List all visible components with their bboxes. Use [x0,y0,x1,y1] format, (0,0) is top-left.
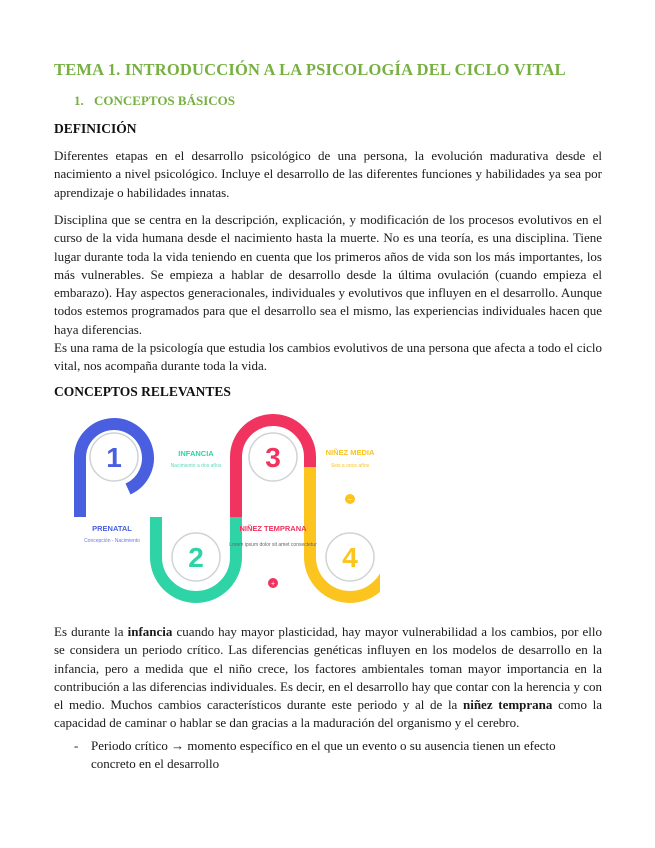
step-1-desc: Concepción - Nacimiento [84,538,140,544]
stages-infographic [60,407,380,619]
step-3-number: 3 [265,442,281,473]
section-label: CONCEPTOS BÁSICOS [94,93,235,108]
paragraph-branch: Es una rama de la psicología que estudia los cambios evolutivos de una persona que afecta a todo el ciclo vital, nos acompaña durante toda la vida. [54,340,602,374]
step-4-label: NIÑEZ MEDIA [325,448,375,457]
paragraph-discipline: Disciplina que se centra en la descripción, explicación, y modificación de los procesos evolutivos en el curso de la vida humana desde el nacimiento hasta la muerte. No es una teoría, es una disciplina. Tiene lugar durante toda la vida teniendo en cuenta que los primeros años de vida son los más importantes, los más vulnerables. Se empieza a hablar de desarrollo desde la última ovulación (cuando empieza el embarazo). Hay aspectos generacionales, individuales y evolutivos que influyen en el desarrollo. Aunque todos estemos programados para que el desarrollo sea el mismo, las experiencias individuales hacen que haya diferencias. [54,212,602,337]
step-3-label: NIÑEZ TEMPRANA [239,524,307,533]
p4-text-1: Es durante la [54,624,128,639]
conceptos-heading: CONCEPTOS RELEVANTES [54,384,231,399]
step-1-number: 1 [106,442,122,473]
paragraph-infancia [54,623,602,733]
definicion-heading: DEFINICIÓN [54,121,137,136]
document-title: TEMA 1. INTRODUCCIÓN A LA PSICOLOGÍA DEL CICLO VITAL [54,60,566,79]
step-2-number: 2 [188,542,204,573]
p4-text-2: cuando hay mayor plasticidad, hay mayor vulnerabilidad a los cambios, por ello se considera un periodo crítico. Las diferencias genéticas influyen en los modelos de desarrollo en la infancia, pero a medida que el niño crece, los factores ambientales toman mayor importancia en la contribución a las diferencias individuales. Es decir, en el desarrollo hay que contar con la herencia y con el medio. Muchos cambios característicos durante este periodo y al de la [54,624,602,713]
bullet-text: Periodo crítico → momento específico en el que un evento o su ausencia tienen un efecto concreto en el desarrollo [91,738,556,772]
p4-bold-infancia: infancia [127,624,173,639]
p4-bold-ninez: niñez temprana [462,697,553,713]
bullet-dash: - [74,738,79,753]
section-number: 1. [74,93,84,108]
step-1-label: PRENATAL [92,524,132,533]
step-3-plus-icon: + [270,581,276,588]
step-2-label: INFANCIA [178,449,214,458]
section-heading [74,93,235,109]
step-3-desc: Lorem ipsum dolor sit amet consectetur [229,542,317,548]
step-4-minus-icon: − [347,497,353,504]
step-2-desc: Nacimiento a dos años [170,463,222,469]
p4-text-3: como la capacidad de caminar o hablar se dan gracias a la maduración del organismo y el cerebro. [54,697,602,731]
paragraph-definition: Diferentes etapas en el desarrollo psicológico de una persona, la evolución madurativa desde el nacimiento a nivel psicológico. Incluye el desarrollo de las diferentes funciones y habilidades ya sea por aprendizaje o habilidades innatas. [54,148,602,200]
step-4-number: 4 [342,542,358,573]
step-4-desc: Seis a once años [330,463,370,469]
